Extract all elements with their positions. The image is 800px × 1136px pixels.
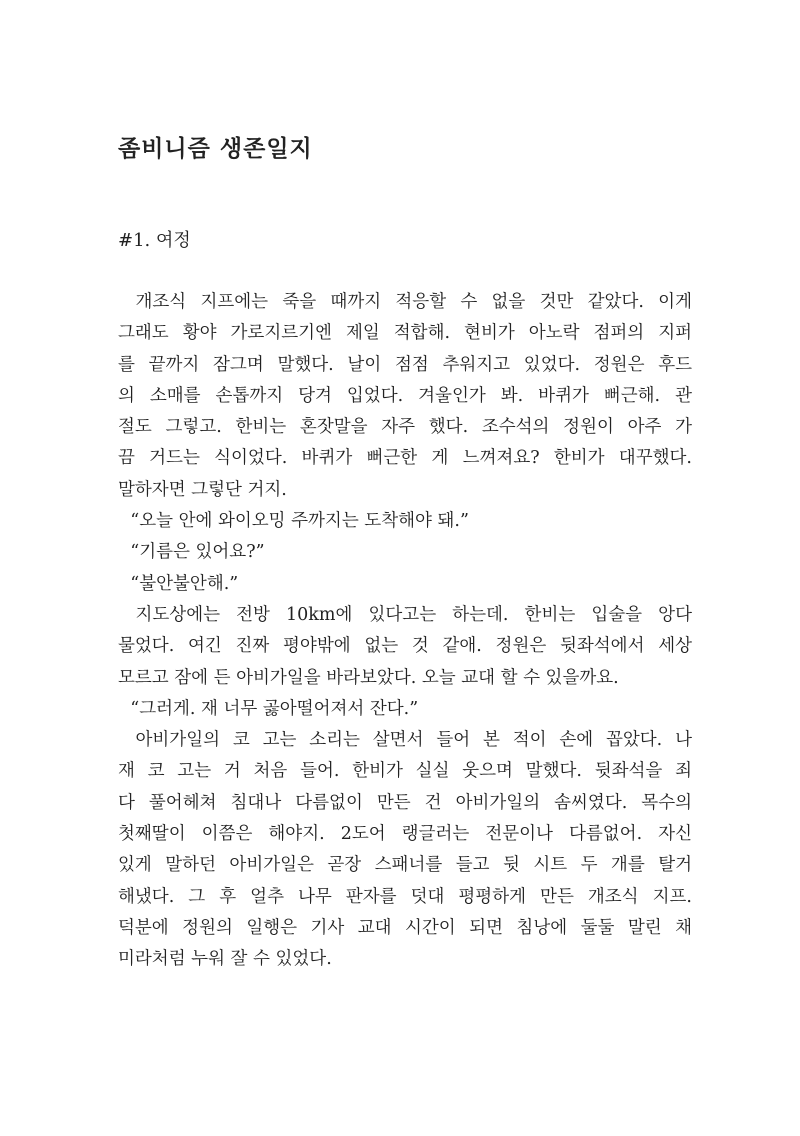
dialogue-line: “오늘 안에 와이오밍 주까지는 도착해야 돼.” (130, 511, 469, 532)
text-line: 지도상에는 전방 10km에 있다고는 하는데. 한비는 입술을 앙다 (135, 604, 692, 625)
dialogue-line: “그러게. 재 너무 곯아떨어져서 잔다.” (130, 698, 419, 719)
text-line: 모르고 잠에 든 아비가일을 바라보았다. 오늘 교대 할 수 있을까요. (118, 667, 619, 688)
text-line: 미라처럼 누워 잘 수 있었다. (118, 949, 332, 970)
text-line: 그래도 황야 가로지르기엔 제일 적합해. 현비가 아노락 점퍼의 지퍼 (118, 323, 692, 344)
text-line: 절도 그렇고. 한비는 혼잣말을 자주 했다. 조수석의 정원이 아주 가 (118, 417, 692, 438)
text-line: 말하자면 그렇단 거지. (118, 479, 287, 500)
text-line: 물었다. 여긴 진짜 평야밖에 없는 것 같애. 정원은 뒷좌석에서 세상 (118, 636, 692, 657)
text-line: 재 코 고는 거 처음 들어. 한비가 실실 웃으며 말했다. 뒷좌석을 죄 (118, 761, 692, 782)
text-line: 있게 말하던 아비가일은 곧장 스패너를 들고 뒷 시트 두 개를 탈거 (118, 855, 692, 876)
text-line: 첫째딸이 이쯤은 해야지. 2도어 랭글러는 전문이나 다름없어. 자신 (118, 824, 692, 845)
text-line: 의 소매를 손톱까지 당겨 입었다. 겨울인가 봐. 바퀴가 뻐근해. 관 (118, 385, 692, 406)
text-line: 아비가일의 코 고는 소리는 살면서 들어 본 적이 손에 꼽았다. 나 (135, 730, 692, 751)
chapter-heading: #1. 여정 (118, 230, 191, 251)
text-line: 를 끝까지 잠그며 말했다. 날이 점점 추워지고 있었다. 정원은 후드 (118, 354, 692, 375)
body-text (118, 287, 692, 976)
text-line: 개조식 지프에는 죽을 때까지 적응할 수 없을 것만 같았다. 이게 (135, 292, 692, 312)
dialogue-line: “기름은 있어요?” (130, 542, 265, 563)
text-line: 끔 거드는 식이었다. 바퀴가 뻐근한 게 느껴져요? 한비가 대꾸했다. (118, 448, 692, 469)
dialogue-line: “불안불안해.” (130, 573, 239, 594)
document-title: 좀비니즘 생존일지 (118, 136, 313, 162)
text-line: 다 풀어헤쳐 침대나 다름없이 만든 건 아비가일의 솜씨였다. 목수의 (118, 792, 692, 813)
text-line: 덕분에 정원의 일행은 기사 교대 시간이 되면 침낭에 둘둘 말린 채 (118, 917, 692, 938)
text-line: 해냈다. 그 후 얼추 나무 판자를 덧대 평평하게 만든 개조식 지프. (118, 886, 692, 907)
